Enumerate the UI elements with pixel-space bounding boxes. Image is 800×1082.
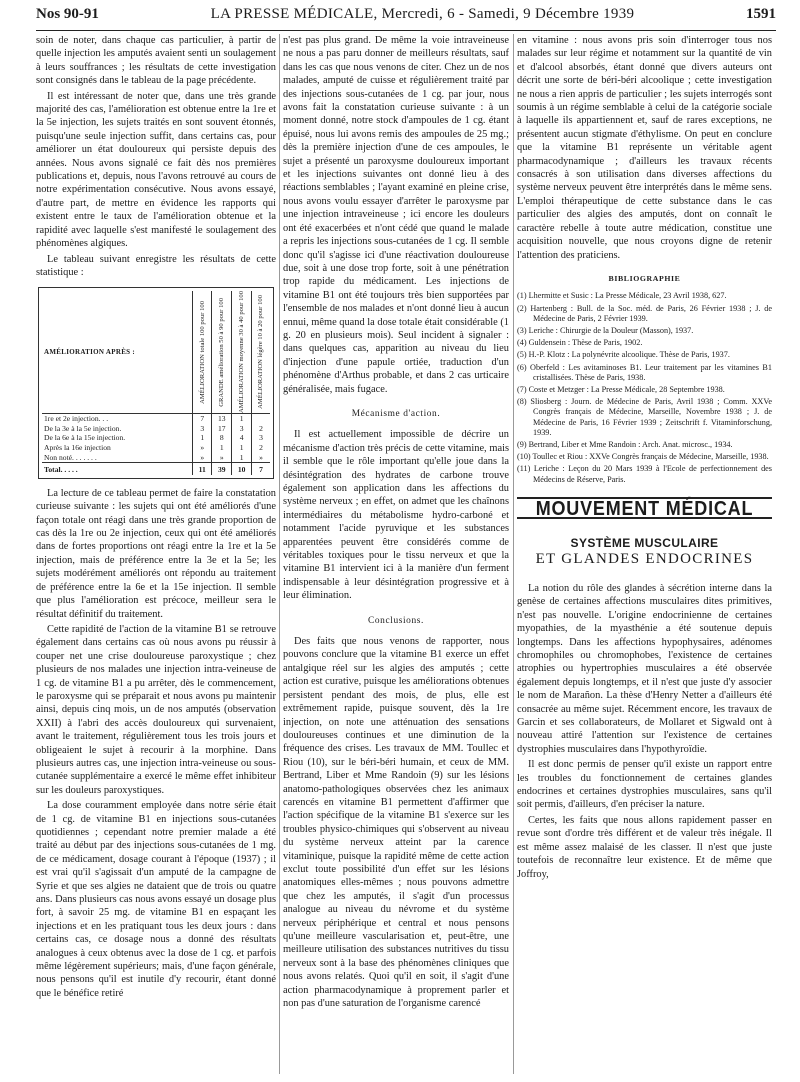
paragraph: Le tableau suivant enregistre les résultats de cette statistique : [36, 253, 276, 278]
table-cell: 1re et 2e injection. . . [44, 414, 109, 424]
table-cell: » [193, 443, 212, 453]
bibliography-entry: (9) Bertrand, Liber et Mme Randoin : Arch. Anat. microsc., 1934. [517, 439, 733, 449]
table-cell: 17 [212, 424, 232, 434]
paragraph: Il est donc permis de penser qu'il existe un rapport entre les troubles du fonctionnement de certaines glandes endocrines et certaines dystrophies musculaires, sans qu'il soit permis, d'ailleurs, d'en préciser la nature. [517, 759, 772, 811]
journal-title: LA PRESSE MÉDICALE, Mercredi, 6 - Samedi, 9 Décembre 1939 [210, 6, 635, 22]
article-title-line-1: SYSTÈME MUSCULAIRE [570, 536, 719, 551]
table-cell: 11 [193, 463, 212, 475]
column-2 [283, 34, 509, 1012]
table-row-label-header: AMÉLIORATION APRÈS : [44, 347, 136, 356]
table-cell: 7 [252, 463, 270, 475]
table-cell [252, 414, 270, 424]
issue-number: Nos 90-91 [36, 6, 99, 22]
column-divider [279, 34, 280, 1074]
table-cell: Après la 16e injection [44, 443, 111, 453]
table-cell: Non noté. . . . . . . [44, 452, 97, 462]
bibliography-entry: (10) Toullec et Riou : XXVe Congrès français de Médecine, Marseille, 1938. [517, 452, 769, 462]
table-cell: 3 [232, 424, 252, 434]
bibliography-entry: (6) Oberfeld : Les avitaminoses B1. Leur traitement par les vitamines B1 cristallisées. Thèse de Paris, 1938. [517, 362, 772, 382]
table-cell: 1 [212, 443, 232, 453]
table-cell: 10 [232, 463, 252, 475]
column-divider [513, 34, 514, 1074]
bibliography-entry: (4) Guldensein : Thèse de Paris, 1902. [517, 338, 643, 348]
table-cell: 7 [193, 414, 212, 424]
table-cell: De la 3e à la 5e injection. [44, 423, 122, 433]
table-cell: De la 6e à la 15e injection. [44, 433, 126, 443]
column-1 [36, 34, 276, 1002]
bibliography-entry: (1) Lhermitte et Susic : La Presse Médicale, 23 Avril 1938, 627. [517, 291, 727, 301]
banner-title: MOUVEMENT MÉDICAL [535, 496, 754, 520]
statistics-table [38, 287, 274, 479]
table-cell: » [212, 453, 232, 463]
table-cell: 13 [212, 414, 232, 424]
paragraph: La lecture de ce tableau permet de faire la constatation curieuse suivante : les sujets qui ont été améliorés d'une façon totale ont réagi dans une très grande proportion de cas dès la 1re ou 2e injection, ceux qui ont été améliorés dans de fortes proportions ont réagi entre la 1re et la 5e injection, mais de préférence entre la 3e et la 5e; les sujets modérément améliorés ont répondu au traitement de préférence entre la 6e et la 15e injection. Il semble que plus l'amélioration est précoce, meilleur sera le résultat définitif du traitement. [36, 487, 276, 620]
table-cell: 3 [193, 424, 212, 434]
page-header [36, 6, 776, 31]
table-column-header: AMÉLIORATION moyenne 30 à 40 pour 100 [232, 291, 252, 413]
table-cell: 2 [252, 424, 270, 434]
bibliography-entry: (11) Leriche : Leçon du 20 Mars 1939 à l'Ecole de perfectionnement des Médecins de Réserve, Paris. [517, 464, 772, 484]
bibliography-entry: (7) Coste et Metzger : La Presse Médicale, 28 Septembre 1938. [517, 384, 725, 394]
paragraph: en vitamine : nous avons pris soin d'interroger tous nos malades sur leur régime et notamment sur la quantité de vin et d'alcool absorbés, étant donné que divers auteurs ont décrit une sorte de béri-béri alcoolique ; cette investigation ne nous a rien appris de particulier ; les sujets interrogés sont soumis à un régime semblable à celui de la catégorie sociale à laquelle ils appartiennent et, sauf de rares exceptions, ne présentent aucun stigmate d'éthylisme. On peut en conclure que la vitamine B1 représente un véritable agent pharmacodynamique ; d'ailleurs les travaux récents consacrés à son utilisation dans diverses affections du système nerveux peuvent être interprétés dans le même sens. L'emploi thérapeutique de cette substance dans le cas particulier des algies des amputés, dont on connaît le caractère rebelle à toute autre médication, constitue une acquisition nouvelle, que nous croyons digne de retenir l'attention des praticiens. [517, 35, 772, 261]
paragraph: Certes, les faits que nous allons rapidement passer en revue sont d'ordre très différent et de valeur très inégale. Il est même assez malaisé de les classer. Il n'est que juste toutefois de reconnaître leur existence. Et de même que Joffroy, [517, 814, 772, 880]
column-3 [517, 34, 772, 883]
bibliography-entry: (3) Leriche : Chirurgie de la Douleur (Masson), 1937. [517, 325, 694, 335]
table-cell: 1 [232, 414, 252, 424]
table-cell: 3 [252, 433, 270, 443]
table-cell: 8 [212, 433, 232, 443]
table-cell: 39 [212, 463, 232, 475]
table-total-row [42, 463, 270, 475]
table-row [42, 453, 270, 463]
table-cell: » [252, 453, 270, 463]
section-heading: Conclusions. [368, 615, 424, 626]
bibliography-heading: BIBLIOGRAPHIE [608, 273, 681, 283]
article-title-line-2: ET GLANDES ENDOCRINES [535, 550, 754, 567]
table-column-header: AMÉLIORATION légère 10 à 20 pour 100 [252, 291, 270, 413]
page-number: 1591 [746, 6, 776, 22]
table-column-header: AMÉLIORATION totale 100 pour 100 [193, 291, 212, 413]
table-cell: 1 [232, 443, 252, 453]
table-cell: 2 [252, 443, 270, 453]
table-column-header: GRANDE amélioration 50 à 90 pour 100 [212, 291, 232, 413]
section-heading: Mécanisme d'action. [351, 408, 441, 419]
section-banner [517, 497, 772, 519]
table-cell: 4 [232, 433, 252, 443]
paragraph: La dose couramment employée dans notre série était de 1 cg. de vitamine B1 en injections sous-cutanées quotidiennes ; cependant notre premier malade a été traité au début par des injections sous-cutanées de 1 mg. de ce médicament, dosage courant à l'époque (1937) ; il est vrai qu'il s'agissait d'un amputé de la campagne de Syrie et que ses algies ne dataient que de trois ou quatre ans. Dans plusieurs cas nous avons essayé un dosage plus fort, à savoir 25 mg. de vitamine B1 en espaçant les injections et en les pratiquant tous les deux jours : dans certains cas, ce dosage nous a donné des résultats analogues à ceux obtenus avec la dose de 1 cg. et parfois même légèrement supérieurs; mais, d'une façon générale, nous pensons qu'il est inutile d'y recourir, étant donné que le bénéfice retiré [36, 800, 276, 999]
table-cell: 1 [232, 453, 252, 463]
table-row [42, 414, 270, 424]
bibliography-list [517, 291, 772, 484]
paragraph: soin de noter, dans chaque cas particulier, à partir de quelle injection les amputés avaient senti un soulagement à leurs souffrances ; les résultats de cette investigation sont consignés dans le tableau de la page précédente. [36, 35, 276, 87]
table-cell: » [193, 453, 212, 463]
paragraph: Il est intéressant de noter que, dans une très grande majorité des cas, l'amélioration est obtenue entre la 1re et la 5e injection, les sujets traités en sont souvent étonnés, puisqu'une seule injection suffit, dans certains cas, pour améliorer un état douloureux qui persiste depuis des années. Nous avons signalé ce fait dès nos premières publications et, depuis, nous l'avons retrouvé au cours de notre expérimentation consécutive. Nous avons essayé, d'autre part, de mettre en évidence les rapports qui existent entre le taux de l'amélioration obtenue et la rapidité avec laquelle s'est manifesté le soulagement des phénomènes algiques. [36, 90, 276, 250]
table-row [42, 433, 270, 443]
paragraph: La notion du rôle des glandes à sécrétion interne dans la genèse de certaines affections musculaires dites primitives, n'est pas nouvelle. L'origine endocrinienne de certaines myopathies, de la myasthénie a été soutenue depuis longtemps. Dans les affections hypophysaires, adénomes chromophiles ou chromophobes, l'existence de certaines atrophies ou hypertrophies musculaires a été observée également depuis longtemps, et il n'est que juste d'y associer le nom de Marañon. La thèse d'Henry Netter a d'ailleurs été consacrée au même sujet. Récemment encore, les travaux de Garcin et ses collaborateurs, de Mollaret et Sigwald ont à nouveau attiré l'attention sur l'existence de certaines dystrophies musculaires dans l'hypothyroïdie. [517, 582, 772, 755]
bibliography-entry: (2) Hartenberg : Bull. de la Soc. méd. de Paris, 26 Février 1938 ; J. de Médecine de Paris, 2 Février 1939. [517, 303, 772, 323]
table-row [42, 443, 270, 453]
bibliography-entry: (5) H.-P. Klotz : La polynévrite alcoolique. Thèse de Paris, 1937. [517, 350, 730, 360]
paragraph: Cette rapidité de l'action de la vitamine B1 se retrouve également dans certains cas où nous avons pu réussir à couper net une crise douloureuse paroxystique ; chez plusieurs de nos malades une injection intra-veineuse de 1 cg. de vitamine B1 a pu arrêter, dès le commencement, le paroxysme qui se préparait et nous avons pu maintenir ainsi, depuis cinq mois, un de nos amputés (observation XXII) à l'abri des accès douloureux qui survenaient, avant le traitement, régulièrement tous les trois jours et obligeaient le sujet à recourir à la morphine. Dans plusieurs autres cas, une injection intra-veineuse ou sous-cutanée supplémentaire a exercé le même effet inhibiteur sur les douleurs paroxystiques. [36, 623, 276, 796]
table-cell: 1 [193, 433, 212, 443]
table-row [42, 424, 270, 434]
paragraph: Il est actuellement impossible de décrire un mécanisme d'action très précis de cette vitamine, mais il semble que le rôle important qu'elle joue dans la désintégration des hydrates de carbone trouve également son application dans les affections du système nerveux ; en effet, on admet que les chaînons intermédiaires du métabolisme hydro-carboné et notamment l'acide pyruvique et les substances apparentées peuvent être considérés comme de véritables toxiques pour le tissu nerveux et que la vitamine B1 intervient ici à la manière d'un ferment indispensable à leur désintégration progressive et à leur élimination. [283, 429, 509, 602]
table-cell: Total. . . . . [42, 463, 193, 475]
bibliography-entry: (8) Sliosberg : Journ. de Médecine de Paris, Avril 1938 ; Comm. XXVe Congrès français de Médecine, Marseille, Novembre 1938 ; J. de Médecine de Paris, 16 Février 1939 ; Zeitschrift f. Vitaminforschung, 1939. [517, 397, 772, 437]
paragraph: n'est pas plus grand. De même la voie intraveineuse ne nous a pas paru donner de meilleurs résultats, sauf dans les cas que nous venons de citer. Chez un de nos malades, amputé de cuisse et régulièrement traité par des injections sous-cutanées de 1 cg. par jour, nous avons fait la constatation curieuse suivante : à un moment donné, notre stock d'ampoules de 1 cg. étant épuisé, nous lui avons remis des ampoules de 25 mg.; dès la première injection d'une de ces ampoules, le sujet a présenté un paroxysme douloureux important et les injections suivantes ont donné lieu à des réactions semblables ; l'ayant examiné en pleine crise, nous avons voulu essayer d'arrêter le paroxysme par une injection intraveineuse ; ici encore les douleurs ont été exacerbées et n'ont cédé que quand le malade a repris les injections sous-cutanées de 1 cg. Il semble donc qu'il s'agisse ici d'une réactivation douloureuse due, soit à une dose trop forte, soit à une pénétration trop rapide du médicament. Les injections de vitamine B1 ont été toujours très bien supportées par l'ensemble de nos malades et n'ont donné lieu à aucun ennui, même quand la dose totale était considérable (1 g. 20 en plusieurs mois). Seul incident à signaler : dans quelques cas, apparition au niveau du lieu d'injection d'une papule ortiée, traduction d'un phénomène d'Arthus probable, et dans 2 cas urticaire généralisée, mais fugace. [283, 35, 509, 395]
paragraph: Des faits que nous venons de rapporter, nous pouvons conclure que la vitamine B1 exerce un effet antalgique réel sur les algies des amputés ; cette action est curative, puisque les améliorations obtenues persistent pendant des mois, de plus, elle est extrêmement rapide, puisque souvent, dès la 1re injection, on note une atténuation des sensations douloureuses continues et une diminution de la fréquence des crises. Les travaux de MM. Toullec et Riou (10), sur le béri-béri humain, et ceux de MM. Bertrand, Liber et Mme Randoin (9) sur les lésions anatomo-pathologiques observées chez les animaux carencés en vitamine B1 permettent d'affirmer que l'action spécifique de la vitamine B1 s'exerce sur les troubles physico-chimiques qui s'observent au niveau du système nerveux atteint par la carence vitaminique, puisque la rapidité même de cette action exclut toute possibilité d'un effet sur les lésions anatomiques elles-mêmes ; nous pouvons admettre que chez les amputés, il s'agit d'un processus analogue au niveau du névrome et du système nerveux périphérique et central et nous pensons qu'une meilleure vascularisation et, peut-être, une meilleure utilisation des substances nutritives du tissu nerveux sont à la base des phénomènes cliniques que nous avons relatés. Quoi qu'il en soit, il s'agit d'une action pharmacodynamique à proprement parler et non pas d'une saturation de l'organisme carencé [283, 636, 509, 1010]
